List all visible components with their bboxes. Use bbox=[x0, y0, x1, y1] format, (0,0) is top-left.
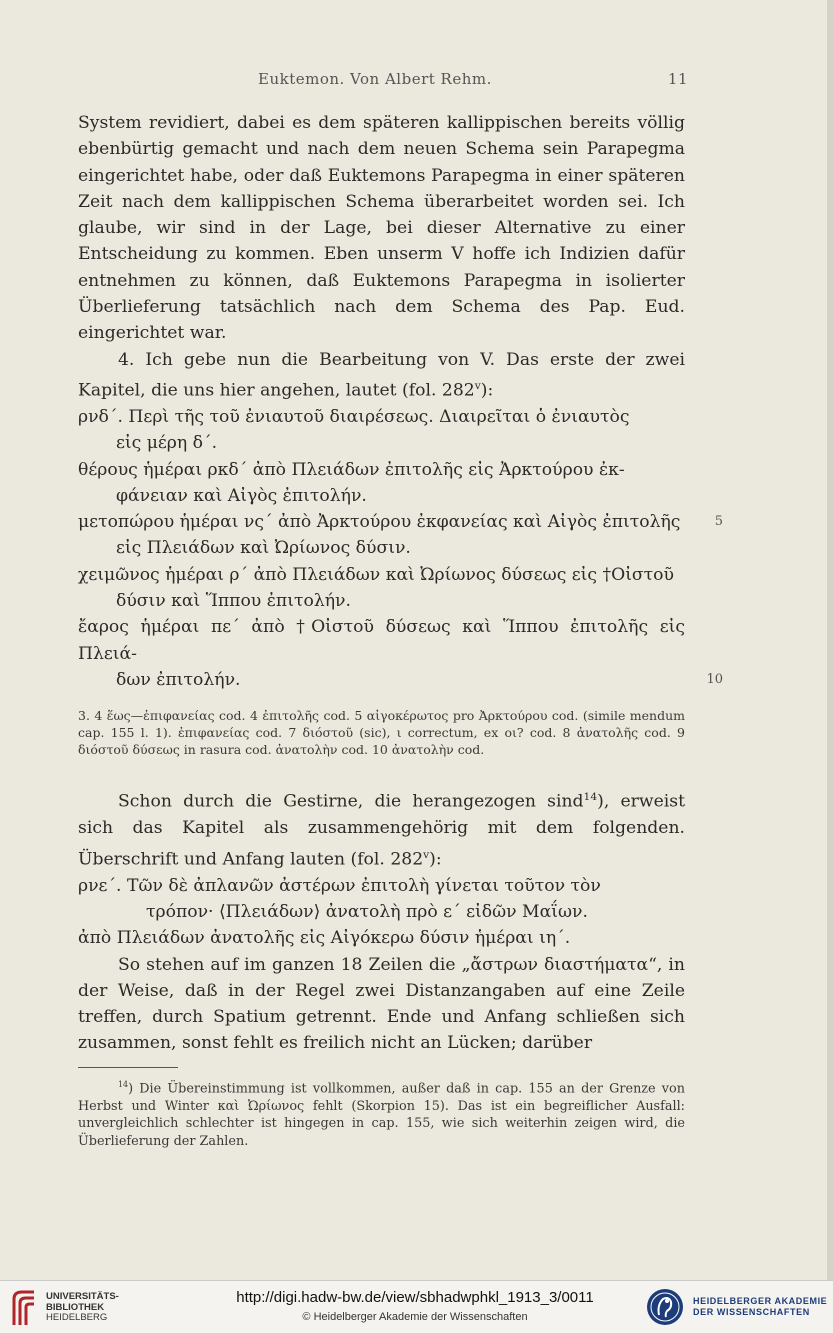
library-name-line: BIBLIOTHEK bbox=[46, 1301, 105, 1313]
greek-line-continuation bbox=[78, 667, 723, 693]
greek-line-continuation: δύσιν καὶ Ἵππου ἐπιτολήν. bbox=[116, 591, 351, 612]
greek-line: ἀπὸ Πλειάδων ἀνατολῆς εἰς Αἰγόκερω δύσιν ἡμέραι ιη΄. bbox=[78, 928, 571, 949]
greek-line bbox=[78, 562, 685, 615]
greek-line-continuation: εἰς μέρη δ΄. bbox=[116, 433, 218, 454]
footnote-rule bbox=[78, 1067, 178, 1068]
verso-superscript: v bbox=[423, 847, 430, 861]
academy-name-line: HEIDELBERGER AKADEMIE bbox=[693, 1296, 828, 1306]
running-title: Euktemon. Von Albert Rehm. bbox=[258, 70, 492, 88]
greek-chapter-155 bbox=[78, 873, 685, 952]
academy-name-line: DER WISSENSCHAFTEN bbox=[693, 1307, 810, 1317]
library-name[interactable] bbox=[46, 1292, 119, 1324]
paragraph-3-middle: ), erweist sich das Kapitel als zusammengehörig mit dem folgenden. Überschrift und Anfang lauten (fol. 282 bbox=[78, 792, 685, 870]
footnote-text: ) Die Übereinstimmung ist vollkommen, außer daß in cap. 155 an der Grenze von Herbst und Winter καὶ Ὠρίωνος fehlt (Skorpion 15). Das ist ein begreiflicher Ausfall: unvergleichlich schlechter ist hingegen in cap. 155, wie sich weiterhin zeigen wird, die Überlieferung der Zahlen. bbox=[78, 1080, 685, 1149]
permalink-url[interactable]: http://digi.hadw-bw.de/view/sbhadwphkl_1913_3/0011 bbox=[236, 1289, 594, 1306]
library-city: HEIDELBERG bbox=[46, 1312, 108, 1323]
line-number: 5 bbox=[714, 514, 723, 530]
greek-chapter-154 bbox=[78, 404, 723, 693]
critical-apparatus: 3. 4 ἕως—ἐπιφανείας cod. 4 ἐπιτολῆς cod. 5 αἰγοκέρωτος pro Ἀρκτούρου cod. (simile mendum cap. 155 l. 1). ἐπιφανείας cod. 7 διόστοῦ (sic), ι correctum, ex οι? cod. 8 ἀνατολῆς cod. 9 διόστοῦ δύσεως in rasura cod. ἀνατολὴν cod. 10 ἀνατολὴν cod. bbox=[78, 708, 685, 758]
section-spacer bbox=[78, 758, 685, 784]
footnote-number: 14 bbox=[118, 1079, 129, 1089]
paragraph-4: So stehen auf im ganzen 18 Zeilen die „ἄστρων διαστήματα“, in der Weise, daß in der Regel zwei Distanzangaben auf eine Zeile treffen, durch Spatium getrennt. Ende und Anfang schließen sich zusammen, sonst fehlt es freilich nicht an Lücken; darüber bbox=[78, 954, 685, 1054]
page-edge bbox=[827, 0, 833, 1280]
main-text bbox=[78, 110, 723, 1150]
academy-seal-icon[interactable] bbox=[645, 1287, 685, 1327]
footnote-14 bbox=[78, 1076, 685, 1151]
greek-line-continuation-text: δων ἐπιτολήν. bbox=[116, 669, 241, 690]
library-name-line: UNIVERSITÄTS- bbox=[46, 1291, 119, 1302]
greek-line-continuation: εἰς Πλειάδων καὶ Ὠρίωνος δύσιν. bbox=[116, 538, 411, 559]
greek-line bbox=[78, 404, 685, 457]
university-library-logo-icon[interactable] bbox=[10, 1289, 38, 1327]
line-number: 10 bbox=[706, 671, 723, 687]
greek-line-text: θέρους ἡμέραι ρκδ΄ ἀπὸ Πλειάδων ἐπιτολῆς εἰς Ἀρκτούρου ἐκ- bbox=[78, 459, 625, 480]
greek-line-text: ἔαρος ἡμέραι πε΄ ἀπὸ †Οἰστοῦ δύσεως καὶ Ἵππου ἐπιτολῆς εἰς Πλειά- bbox=[78, 617, 685, 664]
copyright-notice: © Heidelberger Akademie der Wissenschaften bbox=[302, 1311, 528, 1323]
greek-line-text: χειμῶνος ἡμέραι ρ΄ ἀπὸ Πλειάδων καὶ Ὠρίωνος δύσεως εἰς †Οἰστοῦ bbox=[78, 564, 674, 585]
paragraph-3-end: ): bbox=[429, 849, 442, 870]
paragraph-2 bbox=[78, 347, 685, 404]
verso-superscript: v bbox=[474, 378, 481, 392]
paragraph-2-end: ): bbox=[480, 380, 494, 401]
greek-line bbox=[78, 457, 685, 510]
greek-line-text: μετοπώρου ἡμέραι νς΄ ἀπὸ Ἀρκτούρου ἐκφανείας καὶ Αἰγὸς ἐπιτολῆς bbox=[78, 512, 681, 533]
greek-line-continuation: φάνειαν καὶ Αἰγὸς ἐπιτολήν. bbox=[116, 485, 367, 506]
footnote-reference: 14 bbox=[583, 790, 598, 804]
greek-line: ρνε΄. Τῶν δὲ ἀπλανῶν ἀστέρων ἐπιτολὴ γίνεται τοῦτον τὸν bbox=[78, 875, 601, 896]
greek-line bbox=[78, 509, 723, 562]
paragraph-3 bbox=[78, 784, 685, 872]
footnote-body bbox=[78, 1076, 685, 1151]
paragraph-3-text: Schon durch die Gestirne, die herangezogen sind bbox=[118, 792, 584, 812]
greek-line-text: ρνδ΄. Περὶ τῆς τοῦ ἐνιαυτοῦ διαιρέσεως. Διαιρεῖται ὁ ἐνιαυτὸς bbox=[78, 407, 630, 427]
academy-name[interactable] bbox=[693, 1296, 827, 1318]
greek-line bbox=[78, 614, 723, 693]
paragraph-2-text: 4. Ich gebe nun die Bearbeitung von V. Das erste der zwei Kapitel, die uns hier angehen, lautet (fol. 282 bbox=[78, 349, 685, 401]
viewer-footer bbox=[0, 1280, 833, 1333]
page-number: 11 bbox=[667, 70, 688, 88]
paragraph-1: System revidiert, dabei es dem späteren kallippischen bereits völlig ebenbürtig gemacht und nach dem neuen Schema sein Parapegma eingerichtet habe, oder daß Euktemons Parapegma in einer späteren Zeit nach dem kallippischen Schema überarbeitet worden sei. Ich glaube, wir sind in der Lage, bei dieser Alternative zu einer Entscheidung zu kommen. Eben unserm V hoffe ich Indizien dafür entnehmen zu können, daß Euktemons Parapegma in isolierter Überlieferung tatsächlich nach dem Schema des Pap. Eud. eingerichtet war. bbox=[78, 113, 685, 344]
greek-line: τρόπον· ⟨Πλειάδων⟩ ἀνατολὴ πρὸ ε΄ εἰδῶν Μαΐων. bbox=[146, 901, 588, 922]
